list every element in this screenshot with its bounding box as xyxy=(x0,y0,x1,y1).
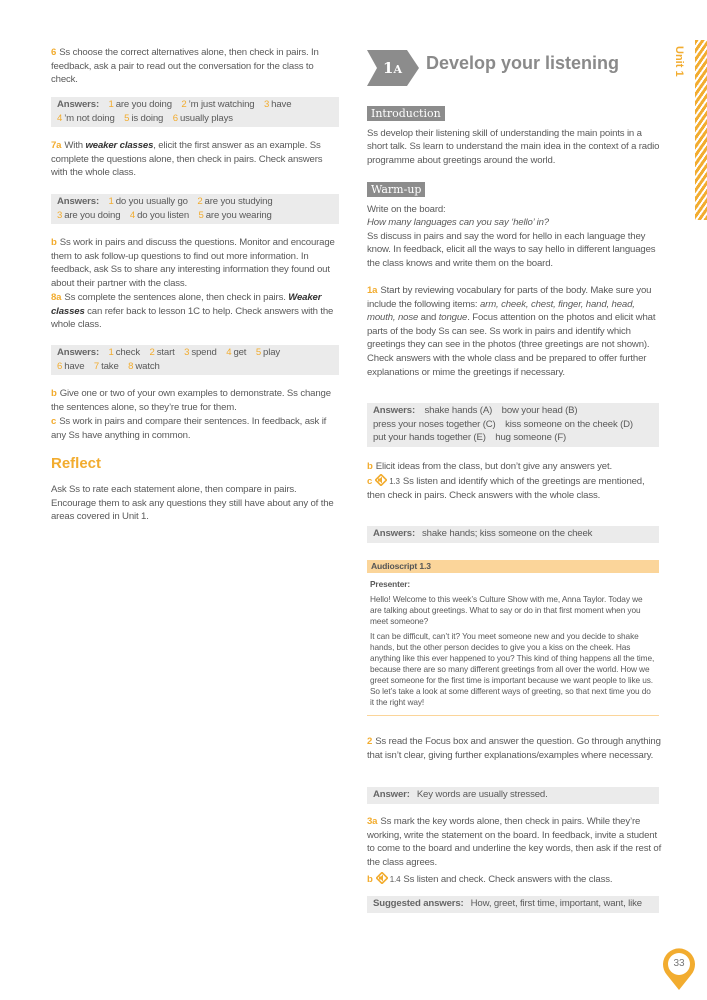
answer-number: 1 xyxy=(108,99,114,110)
answers-box-8a xyxy=(51,345,339,375)
answers-box-1c xyxy=(367,526,659,543)
answer-number: 5 xyxy=(198,209,204,221)
reflect-text: Ask Ss to rate each statement alone, then compare in pairs. Encourage them to ask any questions they still have about any of the areas covered in Unit 1. xyxy=(51,484,334,523)
answer-number: 3 xyxy=(263,99,270,110)
answer-item: kiss someone on the cheek (D) xyxy=(505,418,633,430)
exercise-number: 8a xyxy=(51,292,62,303)
answer-item xyxy=(264,99,291,110)
answer-number: 3 xyxy=(57,209,63,221)
warmup-section xyxy=(367,182,663,271)
answer-item xyxy=(128,361,160,372)
answer-item: hug someone (F) xyxy=(495,432,567,444)
audioscript-heading: Audioscript 1.3 xyxy=(367,560,659,573)
answers-label: Answers: xyxy=(57,99,99,110)
answer-item xyxy=(109,347,141,358)
exercise-text: Ss mark the key words alone, then check in pairs. While they’re working, write the statement on the board. In feedback, invite a student to come to the board and underline the key words, then ask if the rest of the class agrees. xyxy=(367,816,662,868)
exercise-8c xyxy=(51,415,339,442)
lesson-letter: A xyxy=(393,63,402,76)
answer-number: 2 xyxy=(197,196,203,207)
answer-text: spend xyxy=(191,347,217,358)
answer-item xyxy=(109,99,172,110)
answer-text: shake hands; kiss someone on the cheek xyxy=(422,528,593,539)
vocabulary-item: tongue xyxy=(438,312,468,324)
answer-number: 4 xyxy=(226,347,232,358)
exercise-1b xyxy=(367,460,663,474)
answer-label: Answer: xyxy=(373,789,410,800)
audio-icon[interactable] xyxy=(375,474,387,486)
warmup-heading: Warm-up xyxy=(367,182,425,197)
answer-text: start xyxy=(156,347,175,358)
answers-box-6 xyxy=(51,97,339,127)
answer-text: How, greet, first time, important, want, like xyxy=(470,898,642,909)
answer-item: shake hands (A) xyxy=(424,405,493,416)
answers-label: Answers: xyxy=(57,196,99,207)
audio-track-number: 1.4 xyxy=(389,875,401,884)
answers-label: Answers: xyxy=(373,405,415,416)
answer-text: is doing xyxy=(131,112,164,124)
exercise-text: , elicit the first answer as an example. Ss complete the questions alone, then check in pairs. Check answers with the whole class. xyxy=(51,140,323,179)
exercise-text: Ss read the Focus box and answer the question. Go through anything that isn’t clear, giving further explanations/examples where necessary. xyxy=(367,736,661,761)
answer-text: ’m not doing xyxy=(64,112,115,124)
answer-box-2 xyxy=(367,787,659,804)
page-number-marker xyxy=(662,947,696,991)
exercise-number: c xyxy=(367,476,373,487)
answer-number: 6 xyxy=(172,112,178,124)
exercise-number: b xyxy=(367,461,373,472)
exercise-8a xyxy=(51,291,339,332)
answers-label: Answers: xyxy=(57,347,99,358)
introduction-heading: Introduction xyxy=(367,106,445,121)
answer-text: are you doing xyxy=(64,209,121,221)
page-number: 33 xyxy=(673,958,685,969)
answer-item xyxy=(130,210,189,221)
exercise-8b xyxy=(51,387,339,414)
exercise-7a xyxy=(51,139,339,180)
answer-number: 2 xyxy=(149,347,155,358)
audio-track-number: 1.3 xyxy=(389,477,400,486)
answer-item xyxy=(181,99,254,110)
exercise-text: Ss work in pairs and compare their sentences. In feedback, ask if any Ss have anything in common. xyxy=(51,416,327,441)
exercise-3a xyxy=(367,815,663,869)
answers-box-7a xyxy=(51,194,339,224)
audioscript-box xyxy=(367,560,659,716)
answer-text: check xyxy=(115,347,141,358)
exercise-text: Ss complete the sentences alone, then check in pairs. xyxy=(64,292,289,303)
answer-item xyxy=(173,113,233,124)
emphasis-text: weaker classes xyxy=(85,140,154,151)
answer-item: put your hands together (E) xyxy=(373,432,486,444)
answer-text: ’m just watching xyxy=(188,99,255,110)
speaker-label: Presenter: xyxy=(370,579,411,589)
answer-text: do you listen xyxy=(137,209,190,221)
answer-item xyxy=(184,347,217,358)
exercise-number: 7a xyxy=(51,140,62,151)
answer-number: 1 xyxy=(108,347,114,358)
answer-number: 4 xyxy=(129,209,136,221)
reflect-heading: Reflect xyxy=(51,455,102,472)
answer-item xyxy=(150,347,175,358)
exercise-text: Start by reviewing vocabulary for parts of the body. Make sure you include the following items: xyxy=(367,285,652,310)
answer-item: press your noses together (C) xyxy=(373,418,496,430)
exercise-text: and xyxy=(418,312,439,324)
exercise-text: Ss listen and identify which of the greetings are mentioned, then check in pairs. Check answers with the whole class. xyxy=(367,476,645,501)
audio-icon[interactable] xyxy=(376,872,388,884)
warmup-text: Ss discuss in pairs and say the word for hello in each language they know. In feedback, elicit all the ways to say hello in different languages the class knows and write them on the board. xyxy=(367,230,656,269)
answer-text: play xyxy=(263,347,281,358)
answer-number: 2 xyxy=(181,99,187,110)
answer-number: 7 xyxy=(93,360,100,372)
answer-item xyxy=(57,361,84,372)
answer-item xyxy=(57,113,115,124)
exercise-3b xyxy=(367,872,663,887)
answer-text: take xyxy=(101,360,119,372)
answer-text: have xyxy=(64,360,85,372)
answer-number: 8 xyxy=(128,360,134,372)
answer-text: get xyxy=(233,347,247,358)
exercise-number: b xyxy=(51,388,57,399)
answer-number: 3 xyxy=(184,347,190,358)
exercise-1a xyxy=(367,284,663,379)
answer-item xyxy=(124,113,163,124)
answer-text: Key words are usually stressed. xyxy=(416,789,548,800)
warmup-instruction: Write on the board: xyxy=(367,203,446,215)
answer-text: usually plays xyxy=(179,112,233,124)
exercise-number: 2 xyxy=(367,736,373,747)
exercise-text: Ss choose the correct alternatives alone, then check in pairs. In feedback, ask a pair to read out the conversation for the class to check. xyxy=(51,47,319,86)
exercise-text: . Focus attention on the photos and elicit what parts of the body Ss can see. Ss work in pairs and identify which greetings they can see in the photos (three greetings are not shown). Check answers with the whole class and be prepared to offer further explanations or mime the greetings if necessary. xyxy=(367,312,656,378)
exercise-2 xyxy=(367,735,663,762)
exercise-number: c xyxy=(51,416,57,427)
audioscript-paragraph: It can be difficult, can’t it? You meet someone new and you decide to shake hands, but the other person decides to give you a kiss on the cheek. Has anything like this ever happened to you? This kind of thing happens all the time, because there are so many different greetings from all over the world. How we greet someone for the first time is important because we want people to like us. So let’s take a look at some different ways of greeting, so that next time you do it the right way! xyxy=(370,631,655,707)
lesson-badge xyxy=(367,50,419,86)
answer-item xyxy=(109,196,188,207)
exercise-number: 6 xyxy=(51,47,57,58)
exercise-7b xyxy=(51,236,339,290)
answer-number: 6 xyxy=(57,360,63,372)
answer-number: 4 xyxy=(57,112,63,124)
answer-item xyxy=(94,361,119,372)
exercise-text: With xyxy=(64,140,86,151)
audioscript-paragraph: Hello! Welcome to this week’s Culture Show with me, Anna Taylor. Today we are talking about greetings. What to say or do in that first moment when you meet someone? xyxy=(370,594,643,626)
emphasis-text: Weaker classes xyxy=(51,292,322,317)
answer-number: 5 xyxy=(124,112,130,124)
answer-item xyxy=(256,347,280,358)
exercise-6 xyxy=(51,46,339,87)
answer-item xyxy=(197,196,272,207)
warmup-question: How many languages can you say ‘hello’ in? xyxy=(367,217,549,229)
exercise-text: Ss work in pairs and discuss the questions. Monitor and encourage them to ask follow-up questions to find out more information. In feedback, ask Ss to share any interesting information they found out about their partner with the class. xyxy=(51,237,335,289)
answers-label: Suggested answers: xyxy=(373,898,464,909)
exercise-number: 1a xyxy=(367,285,378,296)
answer-number: 5 xyxy=(255,347,262,358)
exercise-number: b xyxy=(51,237,57,248)
answers-box-1a xyxy=(367,403,659,447)
answer-text: are you studying xyxy=(204,196,273,207)
answer-text: are you doing xyxy=(115,99,172,110)
introduction-section xyxy=(367,106,663,167)
answer-item xyxy=(199,210,272,221)
vocabulary-list: arm, cheek, chest, finger, hand, head, mouth, nose xyxy=(367,298,635,324)
exercise-text: Give one or two of your own examples to demonstrate. Ss change the sentences alone, so they’re true for them. xyxy=(51,388,331,413)
unit-tab-stripe xyxy=(695,40,707,220)
page-title: Develop your listening xyxy=(426,53,620,73)
answer-text: are you wearing xyxy=(205,209,272,221)
answer-item: bow your head (B) xyxy=(501,405,578,416)
exercise-number: b xyxy=(367,874,373,885)
answers-label: Answers: xyxy=(373,528,415,539)
answer-number: 1 xyxy=(108,196,114,207)
exercise-text: Ss listen and check. Check answers with the class. xyxy=(403,874,613,885)
exercise-text: Elicit ideas from the class, but don’t give any answers yet. xyxy=(375,461,613,472)
introduction-text: Ss develop their listening skill of understanding the main points in a short talk. Ss learn to understand the main idea in the context of a radio programme about greetings around the world. xyxy=(367,127,660,166)
exercise-text: can refer back to lesson 1C to help. Check answers with the whole class. xyxy=(51,305,334,331)
answer-item xyxy=(57,210,120,221)
exercise-1c xyxy=(367,474,663,502)
answer-item xyxy=(226,347,246,358)
suggested-answers-box xyxy=(367,896,659,913)
lesson-number: 1 xyxy=(383,59,394,77)
exercise-number: 3a xyxy=(367,816,378,827)
answer-text: have xyxy=(271,99,292,110)
unit-tab-label: Unit 1 xyxy=(673,46,685,77)
answer-text: watch xyxy=(135,360,160,372)
answer-text: do you usually go xyxy=(115,196,188,207)
